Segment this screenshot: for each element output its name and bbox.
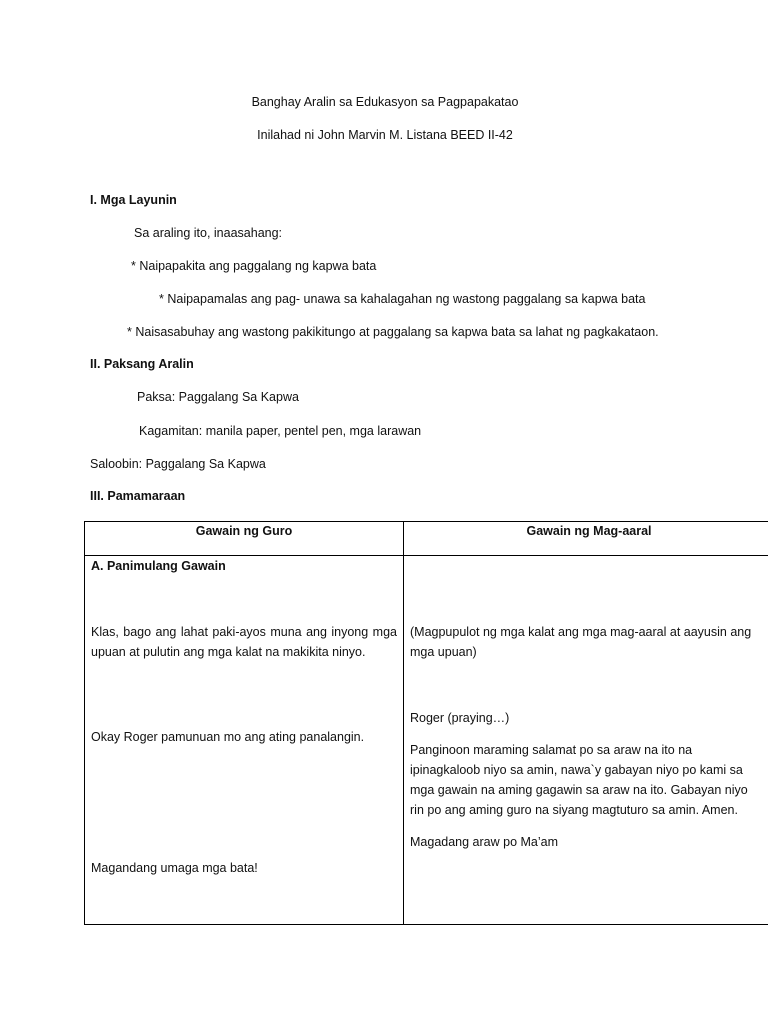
column-header-student — [404, 522, 768, 556]
teacher-arrange-text: Klas, bago ang lahat paki-ayos muna ang inyong mga upuan at pulutin ang mga kalat na makikita ninyo. — [91, 625, 397, 659]
objectives-intro: Sa araling ito, inaasahang: — [134, 226, 283, 240]
subject-paksa: Paksa: Paggalang Sa Kapwa — [137, 390, 299, 404]
student-arrange-text: (Magpupulot ng mga kalat ang mga mag-aaral at aayusin ang mga upuan) — [410, 625, 752, 659]
student-greet-text: Magadang araw po Ma’am — [410, 835, 558, 849]
procedure-heading: III. Pamamaraan — [90, 489, 186, 503]
procedure-table — [84, 521, 768, 925]
teacher-pray-text: Okay Roger pamunuan mo ang ating panalangin. — [91, 730, 365, 744]
document-presenter: Inilahad ni John Marvin M. Listana BEED II-42 — [257, 128, 513, 142]
student-prayer-text: Panginoon maraming salamat po sa araw na ito na ipinagkaloob niyo sa amin, nawa`y gabayan niyo po kami sa mga gawain na aming gagawin sa araw na ito. Gabayan niyo rin po ang aming guro na siyang magtuturo sa amin. Amen. — [410, 743, 748, 817]
table-header-row — [85, 522, 768, 556]
subject-saloobin: Saloobin: Paggalang Sa Kapwa — [90, 457, 266, 471]
teacher-greet-text: Magandang umaga mga bata! — [91, 861, 258, 875]
section-heading: A. Panimulang Gawain — [91, 559, 226, 573]
student-cell — [404, 556, 768, 925]
objectives-heading: I. Mga Layunin — [90, 193, 177, 207]
column-header-student-label: Gawain ng Mag-aaral — [526, 524, 652, 538]
subject-kagamitan: Kagamitan: manila paper, pentel pen, mga larawan — [139, 424, 422, 438]
teacher-cell — [85, 556, 404, 925]
objective-item-1: * Naipapakita ang paggalang ng kapwa bata — [131, 259, 377, 273]
student-roger-text: Roger (praying…) — [410, 711, 510, 725]
table-row — [85, 556, 768, 925]
objective-item-2: * Naipapamalas ang pag- unawa sa kahalagahan ng wastong paggalang sa kapwa bata — [159, 292, 646, 306]
column-header-teacher — [85, 522, 404, 556]
objective-item-3: * Naisasabuhay ang wastong pakikitungo at paggalang sa kapwa bata sa lahat ng pagkakataon. — [127, 325, 659, 339]
document-title: Banghay Aralin sa Edukasyon sa Pagpapakatao — [251, 95, 519, 109]
column-header-teacher-label: Gawain ng Guro — [195, 524, 293, 538]
subject-heading: II. Paksang Aralin — [90, 357, 194, 371]
